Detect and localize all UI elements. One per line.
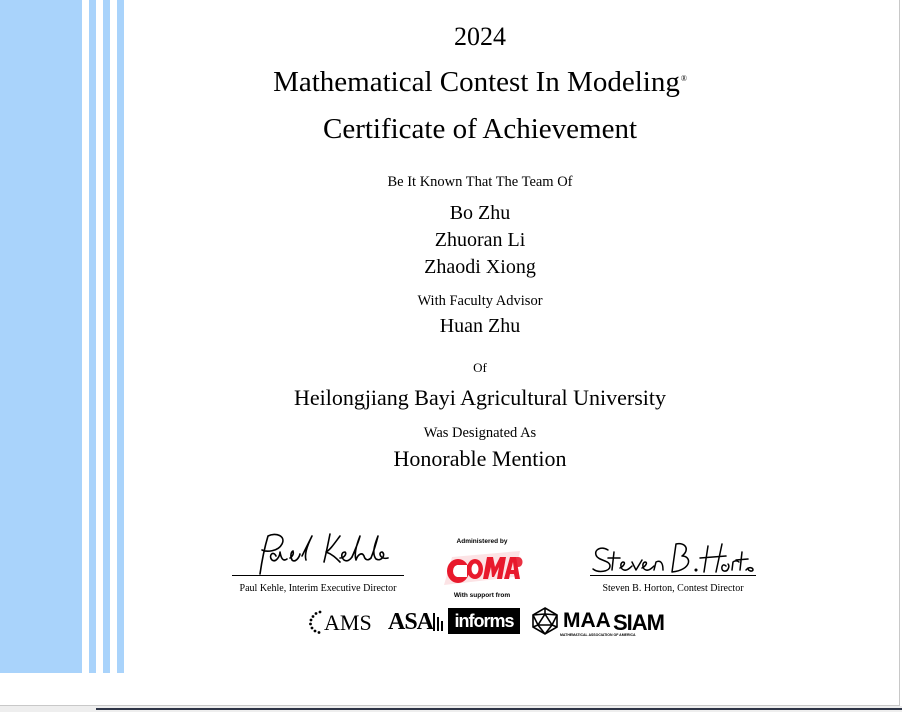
comap-logo	[440, 547, 524, 589]
left-border-stripe-1	[89, 0, 96, 673]
registered-mark: ®	[680, 74, 687, 83]
maa-text: MAA	[563, 609, 611, 632]
of-label: Of	[473, 360, 487, 375]
institution-name: Heilongjiang Bayi Agricultural University	[293, 385, 667, 410]
signature-block-left	[232, 530, 404, 594]
award-designation: Honorable Mention	[393, 446, 567, 471]
signature-block-right	[590, 540, 756, 594]
signature-paul-kehle	[232, 530, 404, 576]
ams-dots-icon	[308, 610, 324, 634]
administered-by-text: Administered by	[456, 538, 508, 545]
ams-logo	[308, 610, 372, 636]
signature-caption-right: Steven B. Horton, Contest Director	[602, 583, 744, 594]
intro-text: Be It Known That The Team Of	[387, 174, 573, 190]
signature-line	[590, 575, 756, 576]
support-from-text: With support from	[453, 592, 511, 599]
siam-text: SIAM	[613, 610, 664, 635]
faculty-advisor: Huan Zhu	[439, 315, 521, 337]
maa-icosahedron-icon	[530, 606, 560, 636]
siam-logo	[613, 610, 664, 636]
signature-caption-left: Paul Kehle, Interim Executive Director	[239, 583, 397, 594]
comap-block	[440, 538, 524, 600]
signature-steven-horton	[590, 540, 756, 576]
asa-bars-icon	[433, 609, 443, 631]
team-member: Bo Zhu	[449, 202, 511, 224]
team-member: Zhuoran Li	[434, 229, 526, 251]
maa-subtext: MATHEMATICAL ASSOCIATION OF AMERICA	[560, 633, 636, 637]
contest-year: 2024	[454, 22, 506, 51]
contest-name: Mathematical Contest In Modeling	[273, 66, 680, 98]
sponsor-logos	[308, 604, 688, 640]
asa-text: ASA	[388, 609, 434, 635]
page-bottom-shadow	[96, 708, 902, 710]
signature-line	[232, 575, 404, 576]
left-border-stripe-wide	[0, 0, 82, 673]
advisor-label: With Faculty Advisor	[417, 293, 543, 309]
contest-title	[260, 66, 700, 99]
designation-label: Was Designated As	[423, 425, 537, 441]
ams-text: AMS	[324, 610, 372, 635]
informs-logo: informs	[448, 608, 520, 634]
left-border-stripe-3	[117, 0, 124, 673]
team-member: Zhaodi Xiong	[424, 256, 536, 278]
certificate-title: Certificate of Achievement	[322, 113, 638, 145]
asa-logo	[388, 609, 443, 636]
left-border-stripe-2	[103, 0, 110, 673]
